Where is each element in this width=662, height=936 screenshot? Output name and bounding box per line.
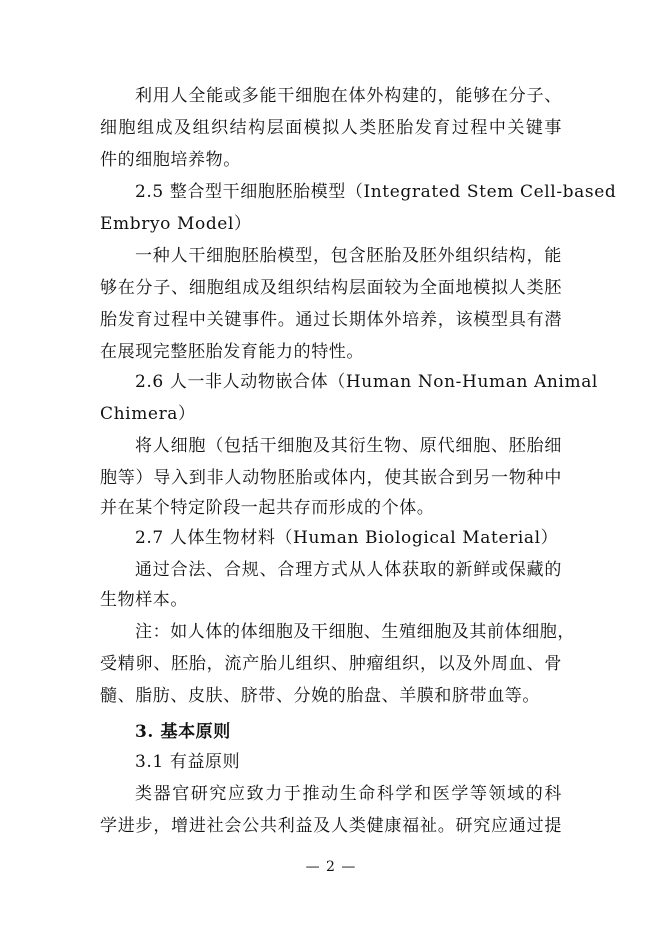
note-text-line: 髓、脂肪、皮肤、脐带、分娩的胎盘、羊膜和脐带血等。 [100, 686, 540, 706]
body-text-line: 胞等）导入到非人动物胚胎或体内，使其嵌合到另一物种中 [100, 468, 562, 488]
section-heading-2-6-cont: Chimera） [100, 404, 196, 424]
body-text-line: 细胞组成及组织结构层面模拟人类胚胎发育过程中关键事 [100, 118, 562, 138]
section-heading-3: 3. 基本原则 [135, 722, 231, 742]
section-heading-3-1: 3.1 有益原则 [135, 752, 241, 772]
body-text-line: 利用人全能或多能干细胞在体外构建的，能够在分子、 [135, 86, 562, 106]
body-text-line: 学进步，增进社会公共利益及人类健康福祉。研究应通过提 [100, 816, 562, 836]
note-text-line: 注：如人体的体细胞及干细胞、生殖细胞及其前体细胞， [135, 622, 575, 642]
body-text-line: 件的细胞培养物。 [100, 150, 241, 170]
body-text-line: 将人细胞（包括干细胞及其衍生物、原代细胞、胚胎细 [135, 436, 562, 456]
body-text-line: 胎发育过程中关键事件。通过长期体外培养，该模型具有潜 [100, 310, 562, 330]
section-heading-2-5-cont: Embryo Model） [100, 214, 252, 234]
body-text-line: 够在分子、细胞组成及组织结构层面较为全面地模拟人类胚 [100, 278, 562, 298]
note-text-line: 受精卵、胚胎，流产胎儿组织、肿瘤组织，以及外周血、骨 [100, 654, 562, 674]
body-text-line: 一种人干细胞胚胎模型，包含胚胎及胚外组织结构，能 [135, 246, 562, 266]
body-text-line: 通过合法、合规、合理方式从人体获取的新鲜或保藏的 [135, 560, 562, 580]
body-text-line: 在展现完整胚胎发育能力的特性。 [100, 342, 364, 362]
section-heading-2-7: 2.7 人体生物材料（Human Biological Material） [135, 528, 559, 548]
section-heading-2-5: 2.5 整合型干细胞胚胎模型（Integrated Stem Cell-based [135, 182, 617, 202]
page-number: — 2 — [305, 859, 357, 875]
body-text-line: 并在某个特定阶段一起共存而形成的个体。 [100, 498, 435, 518]
body-text-line: 生物样本。 [100, 590, 188, 610]
section-heading-2-6: 2.6 人一非人动物嵌合体（Human Non-Human Animal [135, 372, 598, 392]
body-text-line: 类器官研究应致力于推动生命科学和医学等领域的科 [135, 784, 562, 804]
